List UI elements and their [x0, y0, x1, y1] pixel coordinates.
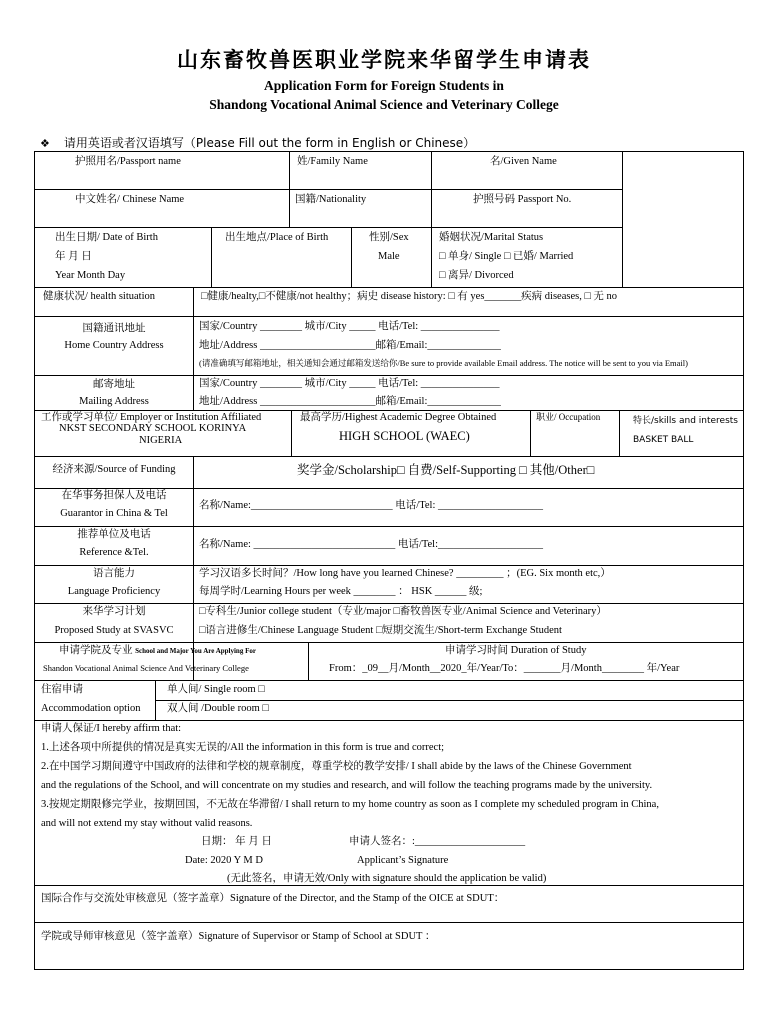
sex-value[interactable]: Male: [378, 251, 400, 262]
marital-option-single-married[interactable]: □ 单身/ Single □ 已婚/ Married: [439, 251, 574, 262]
employer-value-line1[interactable]: NKST SECONDARY SCHOOL KORINYA: [59, 423, 247, 434]
degree-label: 最高学历/Highest Academic Degree Obtained: [300, 412, 497, 423]
home-address-email-note: (请准确填写邮箱地址，相关通知会通过邮箱发送给你/Be sure to provide available Email address. The notice will be sent to you via Email): [199, 358, 688, 368]
sex-label: 性别/Sex: [369, 232, 409, 243]
nationality-label: 国籍/Nationality: [295, 194, 367, 205]
affirm-line-1: 1.上述各项中所提供的情况是真实无误的/All the information in this form is true and correct;: [41, 742, 445, 753]
school-major-label-cn: 申请学院及专业: [59, 645, 133, 656]
instruction-text: 请用英语或者汉语填写（Please Fill out the form in English or Chinese）: [63, 136, 476, 150]
diamond-bullet-icon: ❖: [40, 137, 50, 150]
study-plan-label-cn: 来华学习计划: [82, 606, 146, 617]
mailing-address-line1[interactable]: 国家/Country ________ 城市/City _____ 电话/Tel: _______________: [199, 378, 500, 389]
school-major-label-en: School and Major You Are Applying For: [135, 647, 256, 655]
employer-value-line2[interactable]: NIGERIA: [139, 435, 183, 446]
guarantor-label-en: Guarantor in China & Tel: [60, 508, 168, 519]
duration-label: 申请学习时间 Duration of Study: [445, 645, 587, 656]
mailing-address-label-cn: 邮寄地址: [93, 379, 135, 390]
school-major-value[interactable]: Shandon Vocational Animal Science And Veterinary College: [43, 663, 249, 673]
degree-value[interactable]: HIGH SCHOOL (WAEC): [339, 429, 470, 443]
marital-option-divorced[interactable]: □ 离异/ Divorced: [439, 270, 514, 281]
form-title-cn: 山东畜牧兽医职业学院来华留学生申请表: [177, 48, 591, 72]
skills-label: 特长/skills and interests: [633, 416, 738, 426]
applicant-signature-field[interactable]: 申请人签名：:_____________________: [349, 836, 526, 847]
study-plan-options-2[interactable]: □语言进修生/Chinese Language Student □短期交流生/Short-term Exchange Student: [199, 625, 562, 636]
study-plan-label-en: Proposed Study at SVASVC: [54, 625, 174, 636]
family-name-label: 姓/Family Name: [297, 156, 368, 167]
school-major-label: [59, 644, 256, 658]
reference-label-en: Reference &Tel.: [79, 547, 149, 558]
oice-signature-stamp[interactable]: 国际合作与交流处审核意见（签字盖章）Signature of the Director, and the Stamp of the OICE at SDUT：: [41, 893, 505, 904]
passport-no-label: 护照号码 Passport No.: [473, 194, 572, 205]
passport-name-label: 护照用名/Passport name: [75, 156, 181, 167]
application-form: [34, 151, 744, 970]
health-options[interactable]: □健康/healty,□不健康/not healthy；病史 disease history: □ 有 yes_______疾病 diseases, □ 无 no: [201, 291, 618, 302]
signing-date-en[interactable]: Date: 2020 Y M D: [185, 855, 263, 866]
given-name-label: 名/Given Name: [490, 156, 557, 167]
single-room-option[interactable]: 单人间/ Single room □: [167, 684, 265, 695]
mailing-address-label-en: Mailing Address: [79, 396, 149, 407]
funding-options[interactable]: 奖学金/Scholarship□ 自费/Self-Supporting □ 其他/Other□: [297, 463, 595, 477]
dob-en-format: Year Month Day: [55, 270, 126, 281]
home-address-label-cn: 国籍通讯地址: [82, 323, 146, 334]
form-title-en-line2: Shandong Vocational Animal Science and Veterinary College: [209, 97, 559, 112]
home-address-label-en: Home Country Address: [64, 340, 164, 351]
double-room-option[interactable]: 双人间 /Double room □: [167, 703, 269, 714]
dob-label: 出生日期/ Date of Birth: [55, 232, 158, 243]
skills-value[interactable]: BASKET BALL: [633, 435, 694, 445]
reference-name-tel[interactable]: 名称/Name: ___________________________ 电话/Tel:____________________: [199, 539, 543, 550]
signature-validity-note: (无此签名，申请无效/Only with signature should the application be valid): [227, 873, 547, 884]
reference-label-cn: 推荐单位及电话: [77, 529, 151, 540]
language-duration[interactable]: 学习汉语多长时间？/How long have you learned Chinese? _________ ；(EG. Six month etc,）: [199, 568, 611, 579]
affirm-line-5: and will not extend my stay without valid reasons.: [41, 818, 253, 829]
accommodation-label-en: Accommodation option: [41, 703, 141, 714]
language-label-en: Language Proficiency: [67, 586, 161, 597]
occupation-label: 职业/ Occupation: [536, 412, 601, 422]
chinese-name-label: 中文姓名/ Chinese Name: [75, 194, 185, 205]
study-plan-options-1[interactable]: □专科生/Junior college student（专业/major □畜牧兽医专业/Animal Science and Veterinary）: [199, 606, 607, 617]
home-address-line1[interactable]: 国家/Country ________ 城市/City _____ 电话/Tel: _______________: [199, 321, 500, 332]
signing-date-cn: 日期： 年 月 日: [201, 836, 272, 847]
mailing-address-line2[interactable]: 地址/Address ______________________邮箱/Email:______________: [199, 396, 501, 407]
language-label-cn: 语言能力: [93, 568, 135, 579]
affirm-line-4: 3.按规定期限修完学业，按期回国，不无故在华滞留/ I shall return to my home country as soon as I complete my scheduled program in China,: [41, 799, 659, 810]
funding-label: 经济来源/Source of Funding: [52, 464, 176, 475]
supervisor-signature-stamp[interactable]: 学院或导师审核意见（签字盖章）Signature of Supervisor or Stamp of School at SDUT ：: [41, 931, 436, 942]
accommodation-label-cn: 住宿申请: [41, 684, 83, 695]
guarantor-label-cn: 在华事务担保人及电话: [61, 490, 167, 501]
pob-label: 出生地点/Place of Birth: [225, 232, 329, 243]
home-address-line2[interactable]: 地址/Address ______________________邮箱/Email:______________: [199, 340, 501, 351]
language-hours-hsk[interactable]: 每周学时/Learning Hours per week ________ ： HSK ______ 级;: [199, 586, 483, 597]
health-label: 健康状况/ health situation: [43, 291, 155, 302]
affirm-line-3: and the regulations of the School, and will concentrate on my studies and research, and will follow the teaching programs made by the university.: [41, 780, 653, 791]
duration-value[interactable]: From：_09__月/Month__2020_年/Year/To：_______月/Month________ 年/Year: [329, 663, 680, 674]
affirm-line-2: 2.在中国学习期间遵守中国政府的法律和学校的规章制度，尊重学校的教学安排/ I shall abide by the laws of the Chinese Government: [41, 761, 632, 772]
guarantor-name-tel[interactable]: 名称/Name:___________________________ 电话/Tel: ____________________: [199, 500, 543, 511]
employer-label: 工作或学习单位/ Employer or Institution Affiliated: [41, 412, 262, 423]
dob-cn-format: 年 月 日: [55, 251, 92, 262]
marital-status-label: 婚姻状况/Marital Status: [439, 232, 544, 243]
affirm-title: 申请人保证/I hereby affirm that:: [41, 723, 182, 734]
form-title-en-line1: Application Form for Foreign Students in: [264, 78, 504, 93]
instruction-note: [40, 134, 475, 151]
applicant-signature-label: Applicant’s Signature: [357, 855, 449, 866]
